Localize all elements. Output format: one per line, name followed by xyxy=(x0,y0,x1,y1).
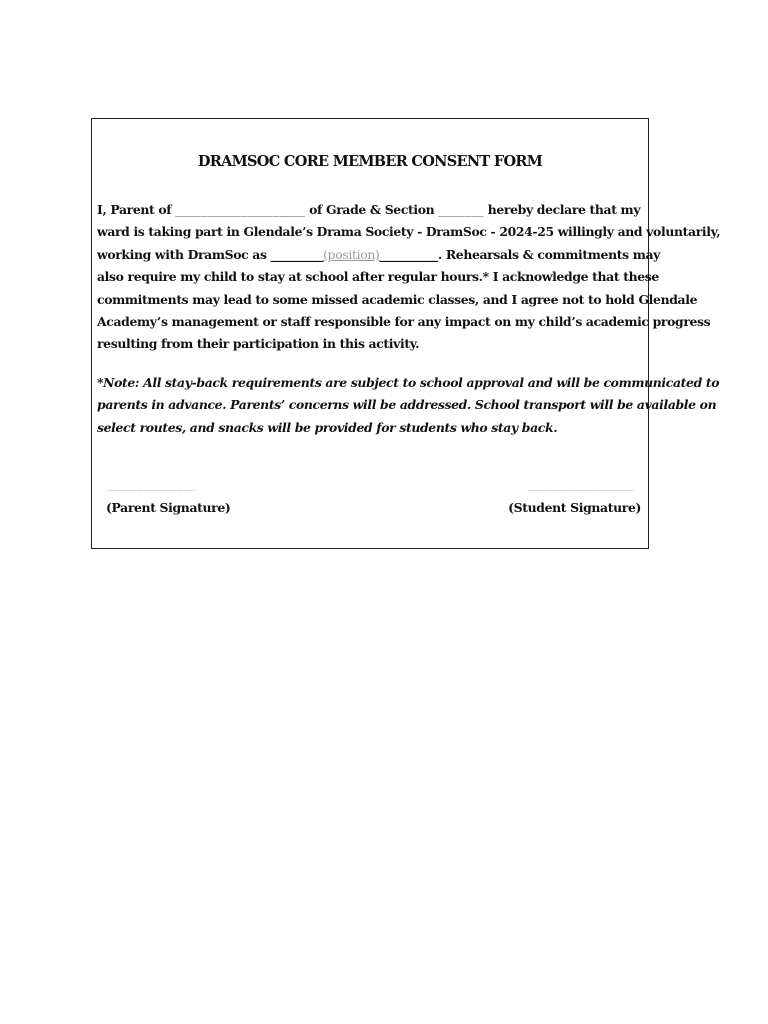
declaration-line-4: also require my child to stay at school after regular hours.* I acknowledge that these xyxy=(97,269,659,285)
position-blank-right: __________ xyxy=(379,246,438,262)
student-signature-label: (Student Signature) xyxy=(508,500,641,515)
declaration-line-2: ward is taking part in Glendale’s Drama Society - DramSoc - 2024-25 willingly and voluntarily, xyxy=(97,224,721,240)
declaration-text: of Grade & Section xyxy=(305,202,439,217)
position-blank-left: _________ xyxy=(270,246,324,262)
declaration-line-1 xyxy=(97,199,667,221)
consent-form xyxy=(91,118,721,549)
note-line-2: parents in advance. Parents’ concerns will be addressed. School transport will be available on xyxy=(97,397,717,413)
child-name-field[interactable]: ____________________ xyxy=(175,202,306,217)
declaration-line-7: resulting from their participation in this activity. xyxy=(97,336,420,352)
declaration-text: working with DramSoc as xyxy=(97,246,271,262)
parent-signature-label: (Parent Signature) xyxy=(106,500,231,515)
note-line-3: select routes, and snacks will be provided for students who stay back. xyxy=(97,419,558,435)
note-line-1: *Note: All stay-back requirements are subject to school approval and will be communicated to xyxy=(97,375,720,390)
declaration-text: I, Parent of xyxy=(97,202,176,217)
declaration-text: hereby declare that my xyxy=(483,202,641,217)
declaration-paragraph xyxy=(97,199,721,356)
parent-signature-field[interactable]: _______________ xyxy=(107,482,196,492)
position-field[interactable] xyxy=(271,247,438,262)
declaration-line-5: commitments may lead to some missed academic classes, and I agree not to hold Glendale xyxy=(97,291,698,307)
declaration-line-3 xyxy=(97,244,667,266)
declaration-text: . Rehearsals & commitments may xyxy=(437,246,660,262)
grade-section-field[interactable]: _______ xyxy=(438,202,484,217)
student-signature-field[interactable]: __________________ xyxy=(527,482,634,492)
position-hint: (position) xyxy=(323,246,380,262)
form-title: DRAMSOC CORE MEMBER CONSENT FORM xyxy=(197,153,543,170)
note-paragraph xyxy=(97,372,720,439)
declaration-line-6: Academy’s management or staff responsible for any impact on my child’s academic progress xyxy=(97,314,711,330)
